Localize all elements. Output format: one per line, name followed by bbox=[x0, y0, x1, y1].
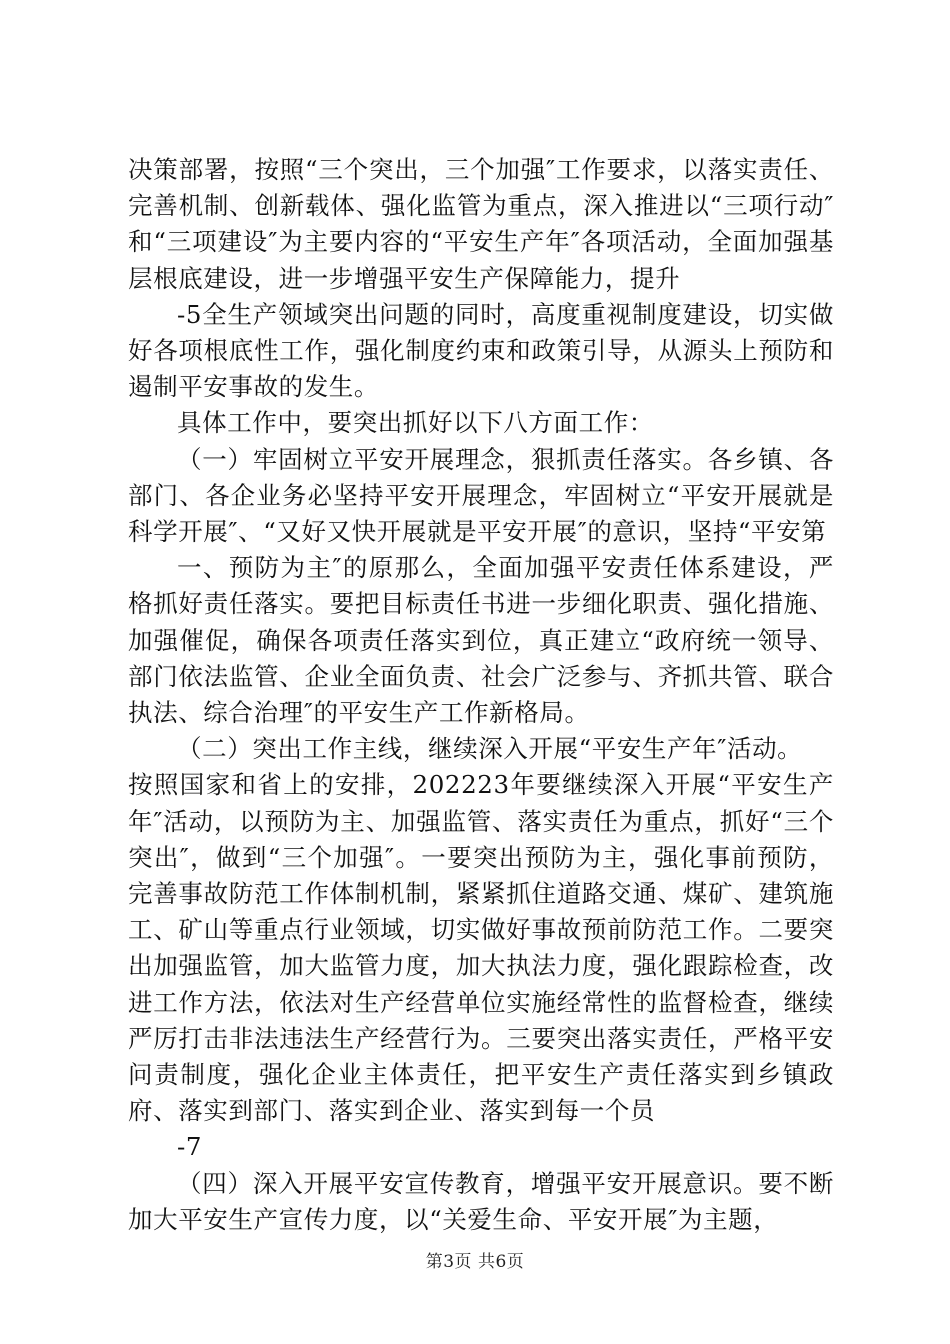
paragraph-4: （一）牢固树立平安开展理念，狠抓责任落实。各乡镇、各部门、各企业务必坚持平安开展理念，牢固树立“平安开展就是科学开展″、“又好又快开展就是平安开展″的意识，坚持“平安第 bbox=[128, 444, 834, 547]
paragraph-9: （四）深入开展平安宣传教育，增强平安开展意识。要不断加大平安生产宣传力度，以“关爱生命、平安开展″为主题， bbox=[128, 1168, 834, 1234]
paragraph-3: 具体工作中，要突出抓好以下八方面工作： bbox=[177, 408, 654, 438]
paragraph-2: -5全生产领域突出问题的同时，高度重视制度建设，切实做好各项根底性工作，强化制度约束和政策引导，从源头上预防和遏制平安事故的发生。 bbox=[128, 299, 834, 402]
paragraph-1: 决策部署，按照“三个突出，三个加强″工作要求，以落实责任、完善机制、创新载体、强化监管为重点，深入推进以“三项行动″和“三项建设″为主要内容的“平安生产年″各项活动，全面加强基层根底建设，进一步增强平安生产保障能力，提升 bbox=[128, 155, 834, 293]
paragraph-6: （二）突出工作主线，继续深入开展“平安生产年″活动。 bbox=[177, 734, 803, 764]
document-body bbox=[128, 152, 834, 1238]
paragraph-5: 一、预防为主″的原那么，全面加强平安责任体系建设，严格抓好责任落实。要把目标责任书进一步细化职责、强化措施、加强催促，确保各项责任落实到位，真正建立“政府统一领导、部门依法监管、企业全面负责、社会广泛参与、齐抓共管、联合执法、综合治理″的平安生产工作新格局。 bbox=[128, 553, 834, 728]
paragraph-8: -7 bbox=[177, 1132, 203, 1162]
paragraph-7: 按照国家和省上的安排，202223年要继续深入开展“平安生产年″活动，以预防为主、加强监管、落实责任为重点，抓好“三个突出″，做到“三个加强″。一要突出预防为主，强化事前预防，完善事故防范工作体制机制，紧紧抓住道路交通、煤矿、建筑施工、矿山等重点行业领域，切实做好事故预前防范工作。二要突出加强监管，加大监管力度，加大执法力度，强化跟踪检查，改进工作方法，依法对生产经营单位实施经常性的监督检查，继续严厉打击非法违法生产经营行为。三要突出落实责任，严格平安问责制度，强化企业主体责任，把平安生产责任落实到乡镇政府、落实到部门、落实到企业、落实到每一个员 bbox=[128, 770, 834, 1126]
page-footer: 第3页 共6页 bbox=[425, 1252, 525, 1272]
